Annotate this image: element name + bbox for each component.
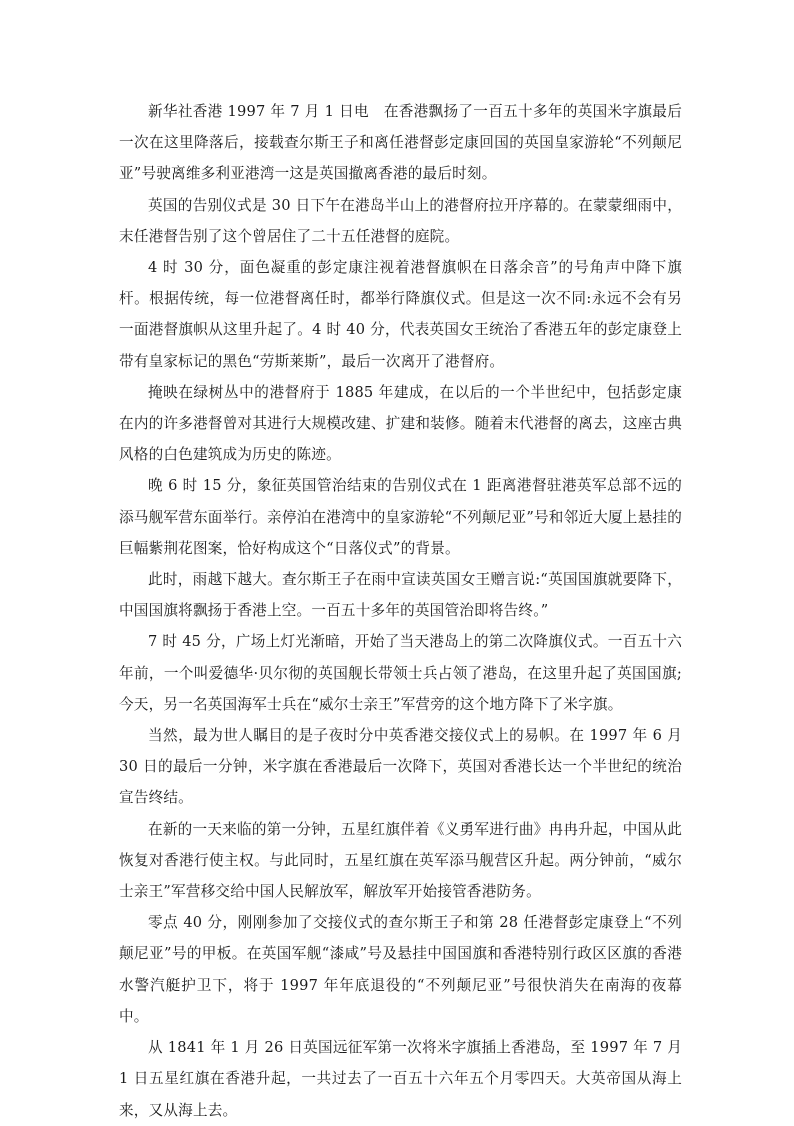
- paragraph-1: 新华社香港 1997 年 7 月 1 日电 在香港飘扬了一百五十多年的英国米字旗最后一次在这里降落后，接载查尔斯王子和离任港督彭定康回国的英国皇家游轮“不列颠尼亚”号驶离维多利亚港湾一这是英国撤离香港的最后时刻。: [119, 103, 682, 183]
- paragraph-2: 英国的告别仪式是 30 日下午在港岛半山上的港督府拉开序幕的。在蒙蒙细雨中，末任港督告别了这个曾居住了二十五任港督的庭院。: [119, 196, 682, 245]
- paragraph-11: 从 1841 年 1 月 26 日英国远征军第一次将米字旗插上香港岛，至 1997 年 7 月 1 日五星红旗在香港升起，一共过去了一百五十六年五个月零四天。大英帝国从海上来，又从海上去。: [119, 1039, 682, 1119]
- paragraph-10: 零点 40 分，刚刚参加了交接仪式的查尔斯王子和第 28 任港督彭定康登上“不列颠尼亚”号的甲板。在英国军舰“漆咸”号及悬挂中国国旗和香港特别行政区区旗的香港水警汽艇护卫下，将于 1997 年年底退役的“不列颠尼亚”号很快消失在南海的夜幕中。: [119, 914, 682, 1025]
- paragraph-5: 晚 6 时 15 分，象征英国管治结束的告别仪式在 1 距离港督驻港英军总部不远的添马舰军营东面举行。亲停泊在港湾中的皇家游轮“不列颠尼亚”号和邻近大厦上悬挂的巨幅紫荆花图案，恰好构成这个“日落仪式”的背景。: [119, 477, 682, 557]
- paragraph-3: 4 时 30 分，面色凝重的彭定康注视着港督旗帜在日落余音”的号角声中降下旗杆。根据传统，每一位港督离任时，都举行降旗仪式。但是这一次不同:永远不会有另一面港督旗帜从这里升起了。4 时 40 分，代表英国女王统治了香港五年的彭定康登上带有皇家标记的黑色“劳斯莱斯”，最后一次离开了港督府。: [119, 259, 682, 370]
- paragraph-9: 在新的一天来临的第一分钟，五星红旗伴着《义勇军进行曲》冉冉升起，中国从此恢复对香港行使主权。与此同时，五星红旗在英军添马舰营区升起。两分钟前，“威尔士亲王”军营移交给中国人民解放军，解放军开始接管香港防务。: [119, 820, 682, 901]
- paragraph-8: 当然，最为世人瞩目的是子夜时分中英香港交接仪式上的易帜。在 1997 年 6 月 30 日的最后一分钟，米字旗在香港最后一次降下，英国对香港长达一个半世纪的统治宣告终结。: [119, 727, 682, 807]
- news-article: [119, 96, 682, 1126]
- paragraph-6: 此时，雨越下越大。查尔斯王子在雨中宣读英国女王赠言说:“英国国旗就要降下，中国国旗将飘扬于香港上空。一百五十多年的英国管治即将告终。”: [119, 571, 682, 620]
- paragraph-4: 掩映在绿树丛中的港督府于 1885 年建成，在以后的一个半世纪中，包括彭定康在内的许多港督曾对其进行大规模改建、扩建和装修。随着末代港督的离去，这座古典风格的白色建筑成为历史的陈迹。: [119, 383, 682, 464]
- paragraph-7: 7 时 45 分，广场上灯光渐暗，开始了当天港岛上的第二次降旗仪式。一百五十六年前，一个叫爱德华·贝尔彻的英国舰长带领士兵占领了港岛，在这里升起了英国国旗;今天，另一名英国海军士兵在“威尔士亲王”军营旁的这个地方降下了米字旗。: [119, 633, 682, 713]
